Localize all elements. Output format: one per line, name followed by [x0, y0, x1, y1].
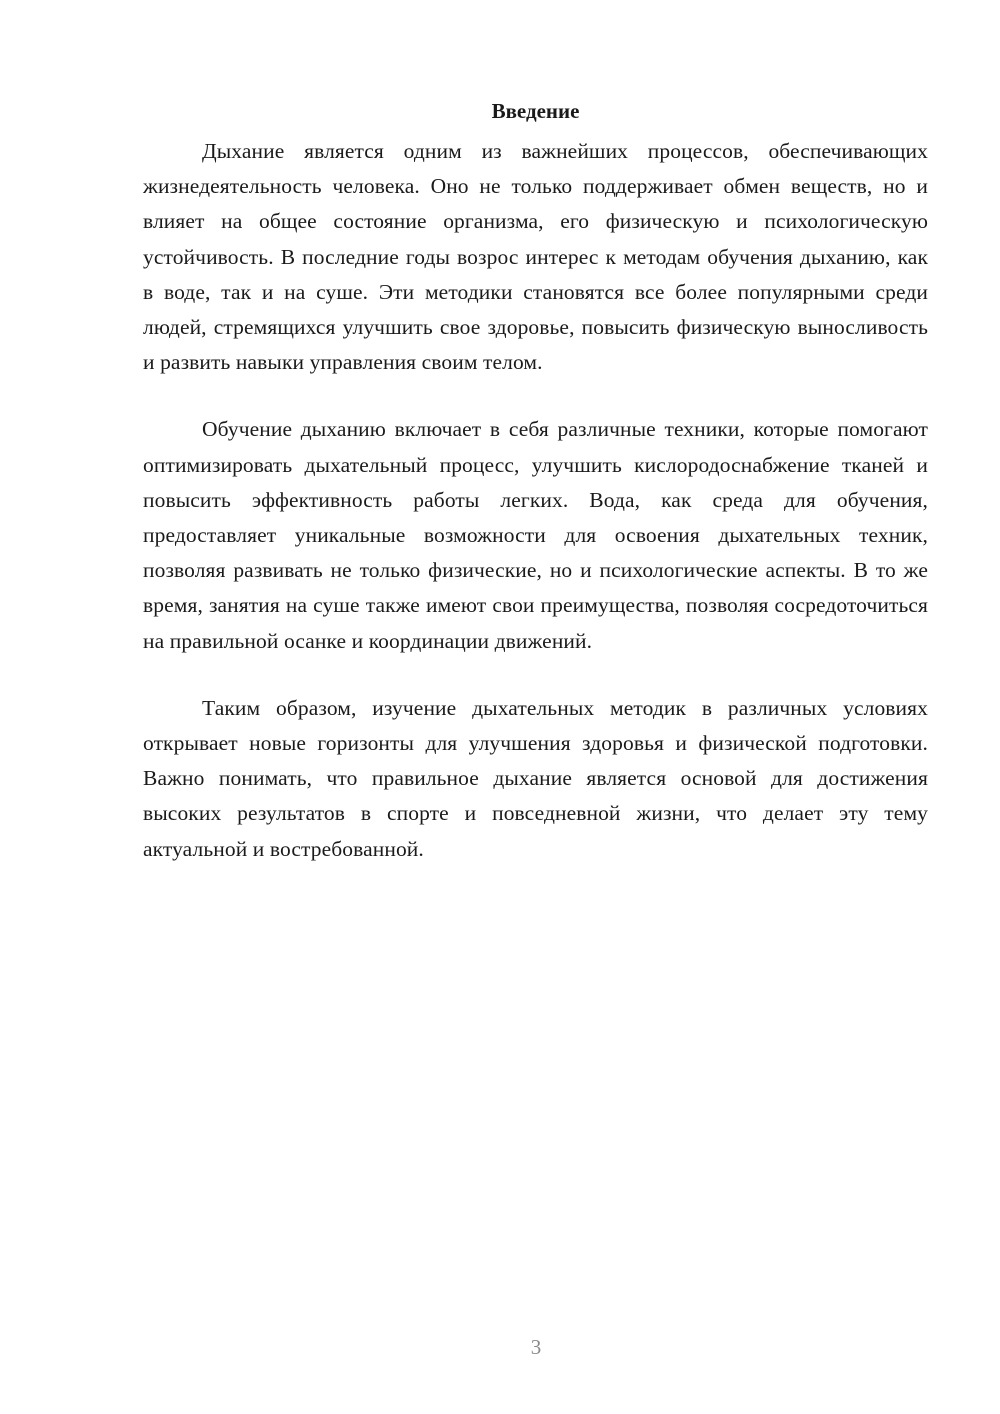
- section-heading: Введение: [491, 99, 580, 123]
- page-number: 3: [530, 1335, 542, 1359]
- paragraph-3: Таким образом, изучение дыхательных методик в различных условиях открывает новые горизонты для улучшения здоровья и физической подготовки. Важно понимать, что правильное дыхание является основой для достижения высоких результатов в спорте и повседневной жизни, что делает эту тему актуальной и востребованной.: [143, 695, 928, 861]
- paragraph-1: Дыхание является одним из важнейших процессов, обеспечивающих жизнедеятельность человека. Оно не только поддерживает обмен веществ, но и влияет на общее состояние организма, его физическую и психологическую устойчивость. В последние годы возрос интерес к методам обучения дыханию, как в воде, так и на суше. Эти методики становятся все более популярными среди людей, стремящихся улучшить свое здоровье, повысить физическую выносливость и развить навыки управления своим телом.: [143, 139, 928, 375]
- paragraph-2: Обучение дыханию включает в себя различные техники, которые помогают оптимизировать дыхательный процесс, улучшить кислородоснабжение тканей и повысить эффективность работы легких. Вода, как среда для обучения, предоставляет уникальные возможности для освоения дыхательных техник, позволяя развивать не только физические, но и психологические аспекты. В то же время, занятия на суше также имеют свои преимущества, позволяя сосредоточиться на правильной осанке и координации движений.: [143, 417, 928, 653]
- page-content: [143, 98, 928, 899]
